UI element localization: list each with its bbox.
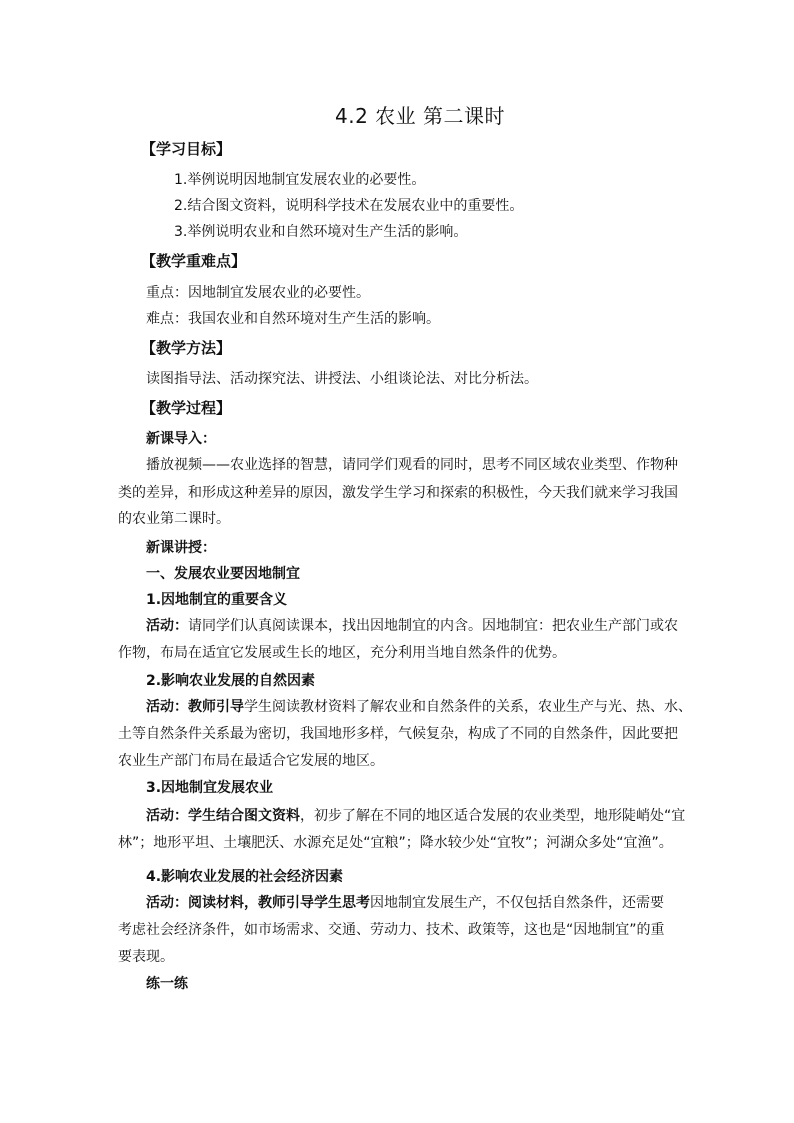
key-difficulty: 难点：我国农业和自然环境对生产生活的影响。 bbox=[146, 311, 440, 327]
subsection-2-line-2: 土等自然条件关系最为密切，我国地形多样，气候复杂，构成了不同的自然条件，因此要把 bbox=[118, 726, 678, 742]
methods-text: 读图指导法、活动探究法、讲授法、小组谈论法、对比分析法。 bbox=[146, 371, 538, 387]
intro-heading: 新课导入： bbox=[146, 431, 216, 447]
key-focus: 重点：因地制宜发展农业的必要性。 bbox=[146, 285, 370, 301]
subsection-1-line-2: 作物，布局在适宜它发展或生长的地区，充分利用当地自然条件的优势。 bbox=[118, 645, 566, 661]
objective-2: 2.结合图文资料，说明科学技术在发展农业中的重要性。 bbox=[174, 198, 524, 214]
section-objectives: 【学习目标】 bbox=[141, 140, 232, 158]
subsection-2-line-1: 活动：教师引导学生阅读教材资料了解农业和自然条件的关系，农业生产与光、热、水、 bbox=[146, 699, 692, 715]
subsection-4-line-3: 要表现。 bbox=[118, 949, 174, 965]
part-1-heading: 一、发展农业要因地制宜 bbox=[146, 566, 300, 582]
subsection-3-title: 3.因地制宜发展农业 bbox=[146, 780, 274, 796]
objective-3: 3.举例说明农业和自然环境对生产生活的影响。 bbox=[174, 224, 468, 240]
section-methods: 【教学方法】 bbox=[141, 339, 232, 357]
subsection-1-line-1: 活动：请同学们认真阅读课本，找出因地制宜的内含。因地制宜：把农业生产部门或农 bbox=[146, 618, 678, 634]
subsection-2-title: 2.影响农业发展的自然因素 bbox=[146, 673, 316, 689]
section-process: 【教学过程】 bbox=[141, 399, 232, 417]
intro-line-2: 类的差异，和形成这种差异的原因，激发学生学习和探索的积极性，今天我们就来学习我国 bbox=[118, 485, 678, 501]
objective-1: 1.举例说明因地制宜发展农业的必要性。 bbox=[174, 172, 426, 188]
subsection-3-line-2: 林”；地形平坦、土壤肥沃、水源充足处“宜粮”；降水较少处“宜牧”；河湖众多处“宜渔”。 bbox=[118, 835, 673, 851]
page-title: 4.2 农业 第二课时 bbox=[334, 104, 506, 128]
intro-line-3: 的农业第二课时。 bbox=[118, 511, 230, 527]
subsection-1-title: 1.因地制宜的重要含义 bbox=[146, 592, 288, 608]
subsection-2-line-3: 农业生产部门布局在最适合它发展的地区。 bbox=[118, 753, 384, 769]
subsection-3-line-1: 活动：学生结合图文资料，初步了解在不同的地区适合发展的农业类型，地形陡峭处“宜 bbox=[146, 808, 686, 824]
section-key-points: 【教学重难点】 bbox=[141, 252, 247, 270]
practice-heading: 练一练 bbox=[146, 976, 188, 992]
lecture-heading: 新课讲授： bbox=[146, 540, 216, 556]
intro-line-1: 播放视频——农业选择的智慧，请同学们观看的同时，思考不同区域农业类型、作物种 bbox=[146, 457, 678, 473]
subsection-4-line-1: 活动：阅读材料，教师引导学生思考因地制宜发展生产，不仅包括自然条件，还需要 bbox=[146, 895, 664, 911]
subsection-4-line-2: 考虑社会经济条件，如市场需求、交通、劳动力、技术、政策等，这也是“因地制宜”的重 bbox=[118, 922, 665, 938]
subsection-4-title: 4.影响农业发展的社会经济因素 bbox=[146, 869, 344, 885]
